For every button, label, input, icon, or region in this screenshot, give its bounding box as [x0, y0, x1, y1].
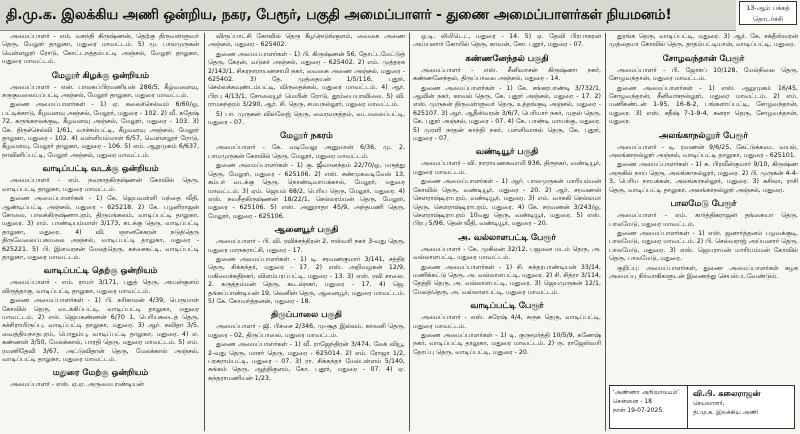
section-heading: பாலமேடு பேரூர்	[670, 199, 737, 210]
paragraph: துணை அமைப்பாளர்கள் - 1) சு. பிரவீன்குமார் 9/10, கிருஷ்ண அருகில் நாய் தெரு, அலங்காநல்லூர், மதுரை. 2) பி. முருகன் 4-4-3, பெரிய நாயக்கன், அலங்காநல்லூர், மதுரை. 3) சுசிலா, ராசி தெரு, வாடிப்பட்டி தாலுகா, அலங்காநல்லூர் அஞ்சல், மதுரை.	[609, 161, 798, 194]
paragraph: அமைப்பாளர் - டி. ரவணன் 9/6/25, கேட்டுக்கடை வயல், அலங்காநல்லூர் அஞ்சல், வாடிப்பட்டி தாலுகா, மதுரை - 625101.	[609, 143, 798, 160]
paragraph: அமைப்பாளர் - எஸ். ஏ.ஏ. அருமைபாண்டியன்	[10, 381, 144, 389]
section-heading: கண்ணனேந்தல் பகுதி	[465, 53, 549, 64]
section-heading: திருப்பாலை பகுதி	[271, 310, 342, 321]
paragraph: அமைப்பாளர் - எஸ். சீனிவாசன் கிருஷ்ணா நகர், கண்ணனேந்தல், திருப்பாலை அஞ்சல், மதுரை - 14.	[413, 66, 601, 83]
signature-left	[610, 386, 688, 428]
notice-date: நாள் 19-07-2025.	[613, 407, 665, 414]
paragraph: அமைப்பாளர் - கே. வடிவேலு அனுமான் 6/36, மு. 2, பாமமுருகன் கோவில் தெரு, மேலூர், மதுரை மாவட்டம்.	[208, 144, 405, 160]
signatory-role: செயலாளர்,	[693, 400, 725, 407]
signatory-wing: தி.மு.க. இலக்கிய அணி	[693, 409, 759, 416]
paragraph: துணை அமைப்பாளர்கள் - 1) பி. கரிகாலன் 4/39, பெருமாள் கோவில் தெரு, வடக்கிப்பட்டி, வாடிப்பட்டி தாலுகா, மதுரை மாவட்டம். 2) எல். ஜெயகண்ணன் 6/70 1, பெரியகடைத் தெரு, கச்சிராயிருப்பு, வாடிப்பட்டி தாலுகா, மதுரை. 3) ஆர். சுவிதா 3/5, வைத்தியநாதபுரம், பொதும்பு, வாடிப்பட்டி தாலுகா, மதுரை. 4) எ. கண்ணன் 3/50, மேலக்கால், பாரதி தெரு, மதுரை மாவட்டம். 5) எம். ரமணிதேவி 3/67, அட்டுவிதான் தெரு, மேலக்கால் அஞ்சல், வாடிப்பட்டி தாலுகா, மதுரை மாவட்டம்.	[2, 297, 199, 363]
section-heading: சோழவந்தான் பேரூர்	[662, 53, 745, 64]
paragraph: விருப்பாட்சி கோவில் தெரு கீழநெடுங்குளம், வைகை அணை அஞ்சல், மதுரை - 625402.	[208, 33, 405, 49]
paragraph: அமைப்பாளர் - வி. நாராயணசுவாமி 936, திருநகர், வண்டியூர், மதுரை மாவட்டம்.	[413, 160, 601, 176]
section-heading: மேலூர் கிழக்கு ஒன்றியம்	[51, 70, 150, 81]
paragraph: 5) பா. முருகன் வில்லேஜ் தெரு, வைரவநத்தம், வடமலைப்பட்டி, மதுரை - 07.	[208, 110, 405, 127]
continuation-note	[739, 1, 797, 25]
column-3	[409, 33, 601, 431]
paragraph: துணை அமைப்பாளர்கள் - 1) கு. ஜீவானந்தம் 22/70/ஓ, மருத்து தெரு, மேலூர், மதுரை - 625106. 2) எஸ். சண்முகவடிவேல் 13, கம்பர் வடக்கு தெரு, நொண்டிவாய்க்கால், மேலூர், மதுரை மாவட்டம். 3) ஏம். ஜெயம் 68/2, பெரிய தெரு, மேலூர், மதுரை. 4) எஸ். நவநீதகிருஷ்ணன் 18/22/1, செல்லரம்மன் தெரு, மேலூர், மதுரை - 625106. 5) எஸ். அனுராதா 45/9, அந்தமணி தெரு, மேலூர், மதுரை - 625106.	[208, 162, 405, 220]
paragraph: அமைப்பாளர் - கே. முகிலன் 32/12, பஜனை மடம் தெரு, அ. வல்லாளபட்டி, மதுரை மாவட்டம்.	[413, 245, 601, 262]
paragraph: அமைப்பாளர் - என். பாலசுப்பிரமணியன் 286/5, கீழ்வளைவு, சருகுவலையப்பட்டி அஞ்சல், மேலூர் தாலுகா, மதுரை மாவட்டம்.	[2, 83, 199, 100]
paragraph: துணை அமைப்பாளர்கள் - 1) வீ. ராஜேந்திரன் 3/474, லேக் வியூ, 2-வது தெரு, மாசர் தெரு, மதுரை - 625014. 2) எம். ரோஜா 1/2, பரசுராம்பட்டி, மதுரை - 07. 3) ரா. சிக்கந்தர் மேல்பள்ளம் 5/140, சுங்கம் தெரு, ஆத்திகுளம், கோ. புதூர், மதுரை - 07. 4) ஏ. சுந்தராமணியன் 1/23,	[208, 341, 405, 382]
section-heading: மதுரை மேற்கு ஒன்றியம்	[52, 368, 149, 379]
section-heading: மேலூர் நகரம்	[280, 131, 333, 142]
signature-block	[609, 385, 795, 429]
section-heading: ஆனையூர் பகுதி	[274, 225, 339, 236]
section-heading: அலங்காநல்லூர் பேரூர்	[659, 130, 748, 141]
section-heading: வாடிப்பட்டி வடக்கு ஒன்றியம்	[42, 164, 159, 175]
party-office: 'அண்ணா அறிவாலயம்'	[613, 389, 679, 396]
section-heading: அ. வல்லாளபட்டி பேரூர்	[458, 232, 556, 243]
paragraph: துணை அமைப்பாளர்கள் - 1) டி. குருமூர்த்தி 10/5/9, கணேஷ் நகர், வாடிப்பட்டி தாலுகா, மதுரை மாவட்டம். 2) ரு. ராஜேஸ்வரி தோப்பு தெரு, வாடிப்பட்டி, மதுரை - 20.	[413, 331, 601, 356]
signatory-name: வி.பி. கலைராஜன்	[693, 389, 761, 398]
section-heading: வாடிப்பட்டி தெற்கு ஒன்றியம்	[43, 266, 158, 277]
paragraph: ஓ.டி. லிமிடெட், மதுரை - 14. 5) ஏ. தேவி பிரபாகரன் அய்யனார் கோயில் தெரு, காவன், கோ. புதூர், மதுரை - 07.	[413, 33, 601, 49]
paragraph: துணை அமைப்பாளர்கள் - 1) கே. ஜெயவள்ளி மந்தை வீதி, ஆண்டிப்பட்டி அஞ்சல், மதுரை - 625218. 2) கே. பழனிராஜன் சோலை, பாலக்கிருஷ்ணாபுரம், திருமங்கலம், வாடிப்பட்டி தாலுகா, மதுரை. 3) எம். பாண்டியம்மாள் 3/173, கடக்கு தெரு, வாடிப்பட்டி தாலுகா, மதுரை. 4) வி. ஞானசேகரன் நடுத்தெரு திருவேலைப்பசுமலை அஞ்சல், வாடிப்பட்டி தாலுகா, மதுரை - 625221. 5) பி. இளவரசன் மேலத்தெரு, கச்சைகட்டி, வாடிப்பட்டி தாலுகா, மதுரை மாவட்டம்.	[2, 195, 199, 261]
section-heading: வாடிப்பட்டி பேரூர்	[470, 301, 544, 312]
paragraph: அமைப்பாளர் - எம். ராமர் 3/171, புதுத் தெரு, அயன்குளம் விருத்தாகு, வாடிப்பட்டி தாலுகா, மதுரை மாவட்டம்.	[2, 279, 199, 295]
paragraph: துணை அமைப்பாளர்கள் - 1) டி. சரவணகுமார் 3/141, சத்திர தெரு, சிக்கந்தர், மதுரை - 17. 2) எஸ். அறிவழகன் 12/9, மகிமைச்சுதிநகர், விளம்பரப்பட்டி, மதுரை - 13. 3) எஸ். ரவி சாலை. 2. கருத்தம்மன் தெரு, கூடல்நகர், மதுரை - 17. 4) ஜெ. தங்கப்பாண்டியன் 19, லெனின் தெரு, ஆனையூர், மதுரை மாவட்டம். 5) கே. கோவர்த்தனன், மதுரை - 18.	[208, 255, 405, 305]
section-heading: வண்டியூர் பகுதி	[475, 147, 539, 158]
paragraph: துணை அமைப்பாளர்கள் - 1) சி. சுந்தரபாண்டியன் 33/14, மணிக்கட்டு தெரு, அ. வல்லாளபட்டி, மதுரை. 2) சி. சித்ரா 3/114, தேத்தி தெரு, அ. வல்லாளபட்டி, மதுரை. 3) ஜெயமுருகன் 12/1, மேலத்தெரு, அ. வல்லாளபட்டி, மதுரை மாவட்டம்.	[413, 263, 601, 296]
paragraph: துணை அமைப்பாளர்கள் - 1) எஸ். ஆறுமுகம் 16/45, சோழவந்தான், சீனிவாசநல்லூர், மதுரை மாவட்டம். 2) எம். மணிகண்டன் 1-95, 16-8-2, பங்களாப்பட்டி, சோழவந்தான், மதுரை. 3) எஸ். சதீஷ் 7-1-9-4, கனரா தெரு, சோழவந்தான், மதுரை.	[609, 84, 798, 126]
paragraph: அமைப்பாளர் - எம். கார்த்திகராஜன் தங்கையா தெரு, பாலமேடு, மதுரை மாவட்டம்.	[609, 212, 798, 228]
office-city: சென்னை - 18	[613, 398, 652, 405]
column-4	[605, 33, 798, 431]
paragraph: அமைப்பாளர் - எம். நவநாதகிருஷ்ணன் கோவில் தெரு, வாடிப்பட்டி தாலுகா, மதுரை மாவட்டம்.	[2, 177, 199, 193]
header-banner	[0, 0, 736, 31]
paragraph: துணை அமைப்பாளர்கள் - 1) ஏ. கலைச்செல்வம் 6/60/ஓ, பட்டிக்காடு, கீழவளவு அஞ்சல், மேலூர், மதுரை - 102. 2) வீ. சுதேஷ் 72, கருங்காலக்குடி, கீழவளவு அஞ்சல், மேலூர், மதுரை - 103. 3) கே. திருச்செல்வி 1/61, வாச்சம்பட்டி, கீழவளவு அஞ்சல், மேலூர் தாலுகா, மதுரை - 102. 4) வள்ளியம்மாள் 6/57, வெள்ளலூர் ரோடு, கீழவளவு, மேலூர் தாலுகா, மதுரை - 106. 5) எம். ஆறுமுகம் 6/637, நாவினிப்பட்டி, மேலூர் அஞ்சல், மதுரை மாவட்டம்.	[2, 101, 199, 159]
continuation-line: 13-ஆம் பக்கத்	[746, 4, 790, 12]
column-1	[2, 33, 199, 431]
continuation-line: தொடர்ச்சி	[753, 15, 783, 23]
page-title: தி.மு.க. இலக்கிய அணி ஒன்றிய, நகர, பேரூர், பகுதி அமைப்பாளர் - துணை அமைப்பாளர்கள் நியமனம்!	[6, 7, 672, 23]
paragraph: துணை அமைப்பாளர்கள் - 1) கே. சங்கரபாண்டி 3/732/1, ஆவின் நகர், காவல் தெரு, கே. புதூர் அஞ்சல், மதுரை - 17. 2) எஸ். முருகன் திருவள்ளுவர் தெரு, உத்தங்குடி அஞ்சல், மதுரை - 625107. 3) ஆர். ஆதீஸ்வரன் 3/6/7, பெரியார் நகர், முதல் தெரு, கே. புதூர் அஞ்சல், மதுரை - 07. 4) கே. பாண்டி மாயக்கு, மதுரை. 5) முரளி நாதன் காந்தி நகர், பள்ளிவாசல் தெரு, கே. புதூர், மதுரை - 07.	[413, 84, 601, 143]
paragraph: அமைப்பாளர் - எஸ். சுரேஷ் 4/4, சுருசு தெரு, வாடிப்பட்டி, மதுரை மாவட்டம்.	[413, 314, 601, 330]
paragraph: அமைப்பாளர் - ஜி. பிச்சை 2/346, மு-சூத இல்லம், காலனி தெரு, மதுரை - 02, திருப்பாலை, மதுரை மாவட்டம்.	[208, 323, 405, 339]
paragraph: அமைப்பாளர் - எம். வசந்தி கிருஷ்ணன், தெற்கு திருவள்ளுவர் தெரு, மேலூர் தாலுகா, மதுரை மாவட்டம். 5) மு. பாலமுருகன் வெள்ளலூர் ரோடு, கோட்டநத்தம்பட்டி அஞ்சல், மேலூர் தாலுகா, மதுரை மாவட்டம்.	[2, 33, 199, 66]
paragraph: துரங்க தெரு, வாடிப்பட்டி, மதுரை. 3) ஆர். கே. சக்தீஸ்வரன் முத்தையா கோவில் தெரு, தாதம்பட்டியான், வாடிப்பட்டி, மதுரை.	[609, 33, 798, 49]
paragraph: துணை அமைப்பாளர்கள் - 1) பி. கிருஷ்ணன் 56, தோட்டமேட்டுத் தெரு, கேரன், வடுகர் அஞ்சல், மதுரை - 625402. 2) எம். முத்தரசு 2/143/1, சிகரநாராயணசாமி நகர், வைகை அணை அஞ்சல், மதுரை - 625402. 3) தே. முத்தையன் 1/5/116, புதூர், செல்லக்கவுண்டம்பட்டி, விருதைக்கல், மதுரை மாவட்டம். 4) ஆர். பிரபு 4/13/1, சோலையூர் மெயின் ரோடு, தூம்பையாவிலை. 5) வி. ராமசுந்தரம் 3/290, ஆர். சி. தெரு, சமயநல்லூர், மதுரை மாவட்டம்.	[208, 50, 405, 109]
paragraph: அமைப்பாளர் - பி. ஜோசப் 10/128, மேல்நிலை தெரு, சோழவந்தான், மதுரை மாவட்டம்.	[609, 66, 798, 83]
paragraph: துணை அமைப்பாளர்கள் - 1) ஆர். பாலமுருகன் மாரியம்மன் கோவில் தெரு, வண்டியூர், மதுரை - 20. 2) ஆர். சரவணன் சௌராஷ்டிராபுரம், வண்டியூர், மதுரை. 3) எம். வாசுகி செல்லமா தெரு, சௌராஷ்டிராபுரம், மதுரை. 4) கே. சரவணன் 3/243/ஓ, சௌராஷ்டிராபுரம் 10வது தெரு, வண்டியூர், மதுரை. 5) எஸ். பிரபு 5/96, தென் வீதி, வண்டியூர், மதுரை - 20.	[413, 178, 601, 228]
paragraph: துணை அமைப்பாளர்கள் - 1) எஸ். ஜனார்த்தனம் பழவக்குடி, பாலமேடு, மதுரை மாவட்டம். 2) பி. செல்வராஜ் அய்யனார் தெரு, பாலமேடு, மதுரை. 3) எஸ். ஜெயராமன் மாரியம்மன் கோவில் தெரு, பாலமேடு, மதுரை.	[609, 229, 798, 263]
paragraph: குறிப்பு: அமைப்பாளர்கள், துணை அமைப்பாளர்கள் கழக அமைப்பு நிர்வாகிகளுடன் இணைந்து செயல்படவேண்டும்.	[609, 264, 798, 280]
paragraph: அமைப்பாளர் - பி. வி. ரவிச்சந்திரன் 2, ஈஸ்வரி நகர் 3-வது தெரு, மதுரை மாநகராட்சி, மதுரை - 17.	[208, 238, 405, 254]
column-2	[204, 33, 405, 431]
signature-right	[689, 386, 794, 428]
